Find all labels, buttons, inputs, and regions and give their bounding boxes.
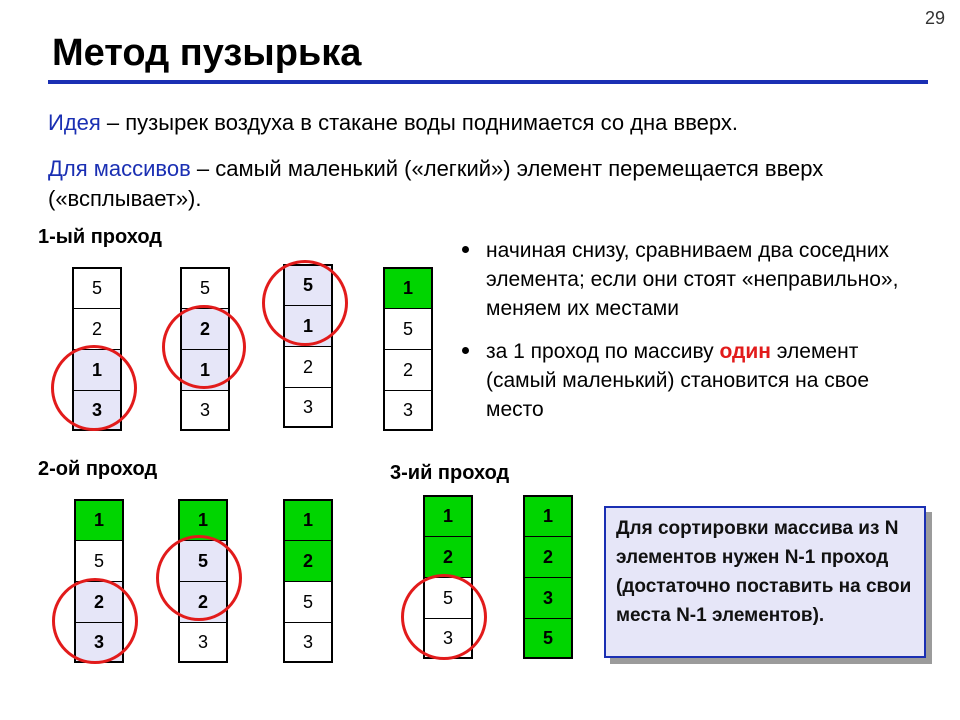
bullet-dot-icon: [462, 347, 469, 354]
bullet-text-pre: за 1 проход по массиву: [486, 340, 720, 363]
array-cell: 1: [74, 349, 120, 390]
array-cell: 1: [180, 499, 226, 540]
arrays-keyword: Для массивов: [48, 156, 191, 181]
pass3-label: 3-ий проход: [390, 462, 510, 484]
array-cell: 2: [74, 308, 120, 349]
idea-text: – пузырек воздуха в стакане воды поднимается со дна вверх.: [100, 110, 738, 135]
array-cell: 3: [525, 577, 571, 618]
pass2-column-3: [283, 499, 333, 663]
pass3-column-2: [523, 495, 573, 659]
idea-keyword: Идея: [48, 110, 101, 135]
array-cell: 5: [285, 581, 331, 622]
array-cell: 1: [285, 499, 331, 540]
array-cell: 2: [180, 581, 226, 622]
bullet-emphasis: один: [719, 340, 771, 363]
page-number: 29: [925, 8, 946, 28]
arrays-paragraph: [48, 154, 928, 214]
pass1-label: 1-ый проход: [38, 226, 163, 248]
array-cell: 1: [76, 499, 122, 540]
comparison-circle: [52, 578, 138, 664]
array-cell: 2: [385, 349, 431, 390]
array-cell: 3: [182, 390, 228, 431]
arrays-text: – самый маленький («легкий») элемент перемещается вверх («всплывает»).: [48, 156, 824, 211]
array-cell: 1: [425, 495, 471, 536]
idea-paragraph: [48, 108, 738, 138]
array-cell: 3: [285, 622, 331, 663]
array-cell: 2: [425, 536, 471, 577]
comparison-circle: [51, 345, 137, 431]
array-cell: 5: [182, 267, 228, 308]
array-cell: 2: [182, 308, 228, 349]
array-cell: 3: [285, 387, 331, 428]
array-cell: 2: [285, 346, 331, 387]
array-cell: 2: [285, 540, 331, 581]
pass1-column-4: [383, 267, 433, 431]
array-cell: 5: [74, 267, 120, 308]
array-cell: 1: [385, 267, 431, 308]
bullet-dot-icon: [462, 246, 469, 253]
comparison-circle: [162, 305, 246, 389]
comparison-circle: [262, 260, 348, 346]
array-cell: 1: [525, 495, 571, 536]
bullet-text-post: элемент (самый маленький) становится на свое место: [486, 340, 870, 421]
array-cell: 5: [285, 264, 331, 305]
array-cell: 1: [182, 349, 228, 390]
array-cell: 2: [525, 536, 571, 577]
array-cell: 3: [74, 390, 120, 431]
array-cell: 3: [425, 618, 471, 659]
array-cell: 3: [76, 622, 122, 663]
summary-note: Для сортировки массива из N элементов нужен N-1 проход (достаточно поставить на свои места N-1 элементов).: [604, 506, 926, 658]
slide-title: Метод пузырька: [52, 32, 362, 74]
array-cell: 1: [285, 305, 331, 346]
comparison-circle: [156, 535, 242, 621]
array-cell: 5: [180, 540, 226, 581]
comparison-circle: [401, 574, 487, 660]
title-underline: [48, 80, 928, 84]
bullet-item: [460, 236, 930, 323]
pass2-label: 2-ой проход: [38, 458, 158, 480]
bullet-text: начиная снизу, сравниваем два соседних элемента; если они стоят «неправильно», меняем их местами: [486, 239, 899, 320]
array-cell: 2: [76, 581, 122, 622]
bullet-item: [460, 337, 930, 424]
array-cell: 3: [385, 390, 431, 431]
array-cell: 3: [180, 622, 226, 663]
array-cell: 5: [385, 308, 431, 349]
explanation-bullets: [460, 236, 930, 438]
array-cell: 5: [425, 577, 471, 618]
array-cell: 5: [525, 618, 571, 659]
array-cell: 5: [76, 540, 122, 581]
